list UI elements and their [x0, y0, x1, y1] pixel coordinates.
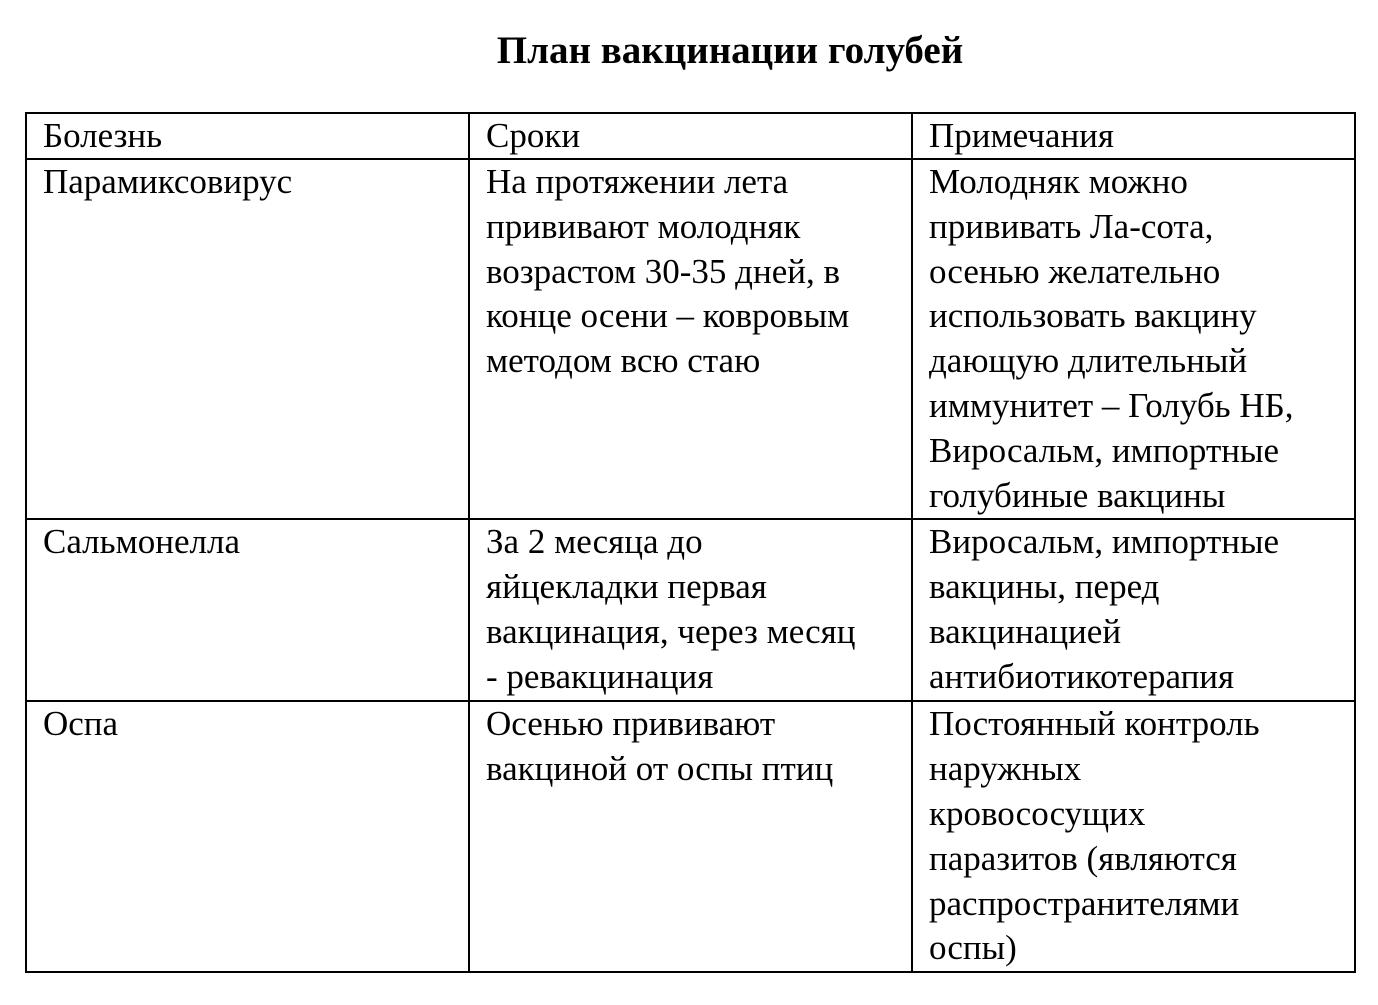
header-notes: Примечания	[912, 113, 1355, 159]
header-disease: Болезнь	[26, 113, 469, 159]
table-row	[26, 159, 1355, 519]
vaccination-table	[25, 112, 1356, 973]
page-title: План вакцинации голубей	[496, 29, 964, 72]
disease-cell: Сальмонелла	[26, 519, 469, 701]
notes-cell: Виросальм, импортные вакцины, перед вакцинацией антибиотикотерапия	[912, 519, 1355, 701]
timing-cell: Осенью прививают вакциной от оспы птиц	[469, 701, 912, 972]
disease-cell: Оспа	[26, 701, 469, 972]
disease-cell: Парамиксовирус	[26, 159, 469, 519]
table-row	[26, 701, 1355, 972]
notes-cell: Постоянный контроль наружных кровососущих паразитов (являются распространителями оспы)	[912, 701, 1355, 972]
header-timing: Сроки	[469, 113, 912, 159]
table-header-row	[26, 113, 1355, 159]
timing-cell: За 2 месяца до яйцекладки первая вакцинация, через месяц - ревакцинация	[469, 519, 912, 701]
table-row	[26, 519, 1355, 701]
notes-cell: Молодняк можно прививать Ла-сота, осенью желательно использовать вакцину дающую длительный иммунитет – Голубь НБ, Виросальм, импортные голубиные вакцины	[912, 159, 1355, 519]
timing-cell: На протяжении лета прививают молодняк возрастом 30-35 дней, в конце осени – ковровым методом всю стаю	[469, 159, 912, 519]
